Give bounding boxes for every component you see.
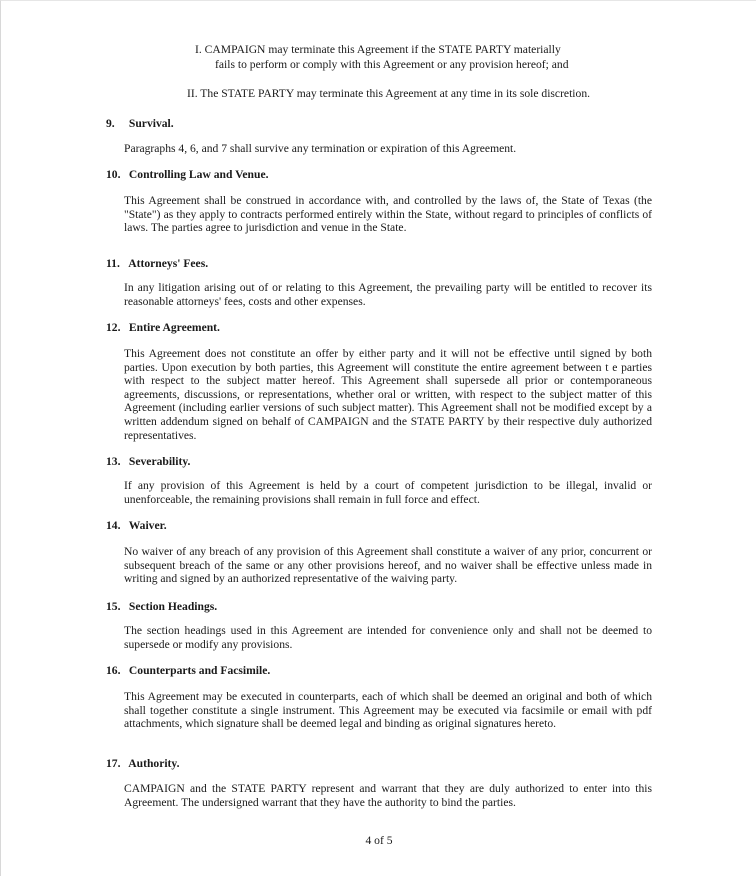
section-number: 15.: [106, 600, 121, 613]
section-number: 10.: [106, 168, 121, 181]
termination-clause-ii: II. The STATE PARTY may terminate this Agreement at any time in its sole discretion.: [187, 87, 591, 100]
section-text-waiver: No waiver of any breach of any provision of this Agreement shall constitute a waiver of any prior, concurrent or subsequent breach of the same or any other provisions hereof, and no waiver shall be effective unless made in writing and signed by an authorized representative of the waiving party.: [124, 545, 652, 586]
section-text-counterparts: This Agreement may be executed in counterparts, each of which shall be deemed an original and both of which shall together constitute a single instrument. This Agreement may be executed via facsimile or email with pdf attachments, which signature shall be deemed legal and binding as original signatures hereto.: [124, 690, 652, 731]
section-title: Attorneys' Fees.: [128, 257, 209, 270]
section-heading-controlling-law: [106, 168, 269, 182]
section-text-entire-agreement: This Agreement does not constitute an offer by either party and it will not be effective until signed by both parties. Upon execution by both parties, this Agreement will constitute the entire agreement between t e parties with respect to the subject matter hereof. This Agreement shall supersede all prior or contemporaneous agreements, discussions, or representations, whether oral or written, with respect to the subject matter of this Agreement (including earlier versions of such subject matter). This Agreement shall not be modified except by a written addendum signed on behalf of CAMPAIGN and the STATE PARTY by their respective duly authorized representatives.: [124, 347, 652, 442]
section-title: Waiver.: [128, 519, 167, 532]
section-title: Counterparts and Facsimile.: [128, 664, 271, 677]
section-title: Entire Agreement.: [128, 321, 220, 334]
section-number: 13.: [106, 455, 121, 468]
termination-clause-i-line2: fails to perform or comply with this Agreement or any provision hereof; and: [215, 58, 569, 71]
section-number: 12.: [106, 321, 121, 334]
section-number: 17.: [106, 757, 121, 770]
termination-clause-i-line1: I. CAMPAIGN may terminate this Agreement if the STATE PARTY materially: [195, 43, 561, 56]
section-heading-attorneys-fees: [106, 257, 208, 271]
page-number: 4 of 5: [365, 834, 393, 847]
section-number: 11.: [106, 257, 120, 270]
section-title: Survival.: [128, 117, 174, 130]
section-heading-section-headings: [106, 600, 217, 614]
section-number: 16.: [106, 664, 121, 677]
section-heading-authority: [106, 757, 179, 771]
section-title: Controlling Law and Venue.: [128, 168, 269, 181]
section-heading-waiver: [106, 519, 167, 533]
section-text-attorneys-fees: In any litigation arising out of or relating to this Agreement, the prevailing party will be entitled to recover its reasonable attorneys' fees, costs and other expenses.: [124, 281, 652, 308]
section-text-controlling-law: This Agreement shall be construed in accordance with, and controlled by the laws of, the State of Texas (the "State") as they apply to contracts performed entirely within the State, without regard to principles of conflicts of laws. The parties agree to jurisdiction and venue in the State.: [124, 194, 652, 235]
section-text-authority: CAMPAIGN and the STATE PARTY represent and warrant that they are duly authorized to enter into this Agreement. The undersigned warrant that they have the authority to bind the parties.: [124, 782, 652, 809]
section-number: 9.: [106, 117, 115, 130]
section-title: Authority.: [128, 757, 180, 770]
section-heading-counterparts: [106, 664, 270, 678]
section-title: Section Headings.: [128, 600, 218, 613]
section-number: 14.: [106, 519, 121, 532]
section-heading-survival: [106, 117, 174, 131]
section-text-severability: If any provision of this Agreement is held by a court of competent jurisdiction to be illegal, invalid or unenforceable, the remaining provisions shall remain in full force and effect.: [124, 479, 652, 506]
section-text-section-headings: The section headings used in this Agreement are intended for convenience only and shall not be deemed to supersede or modify any provisions.: [124, 624, 652, 651]
section-text-survival: Paragraphs 4, 6, and 7 shall survive any termination or expiration of this Agreement.: [124, 142, 517, 155]
section-title: Severability.: [128, 455, 191, 468]
section-heading-entire-agreement: [106, 321, 220, 335]
section-heading-severability: [106, 455, 190, 469]
